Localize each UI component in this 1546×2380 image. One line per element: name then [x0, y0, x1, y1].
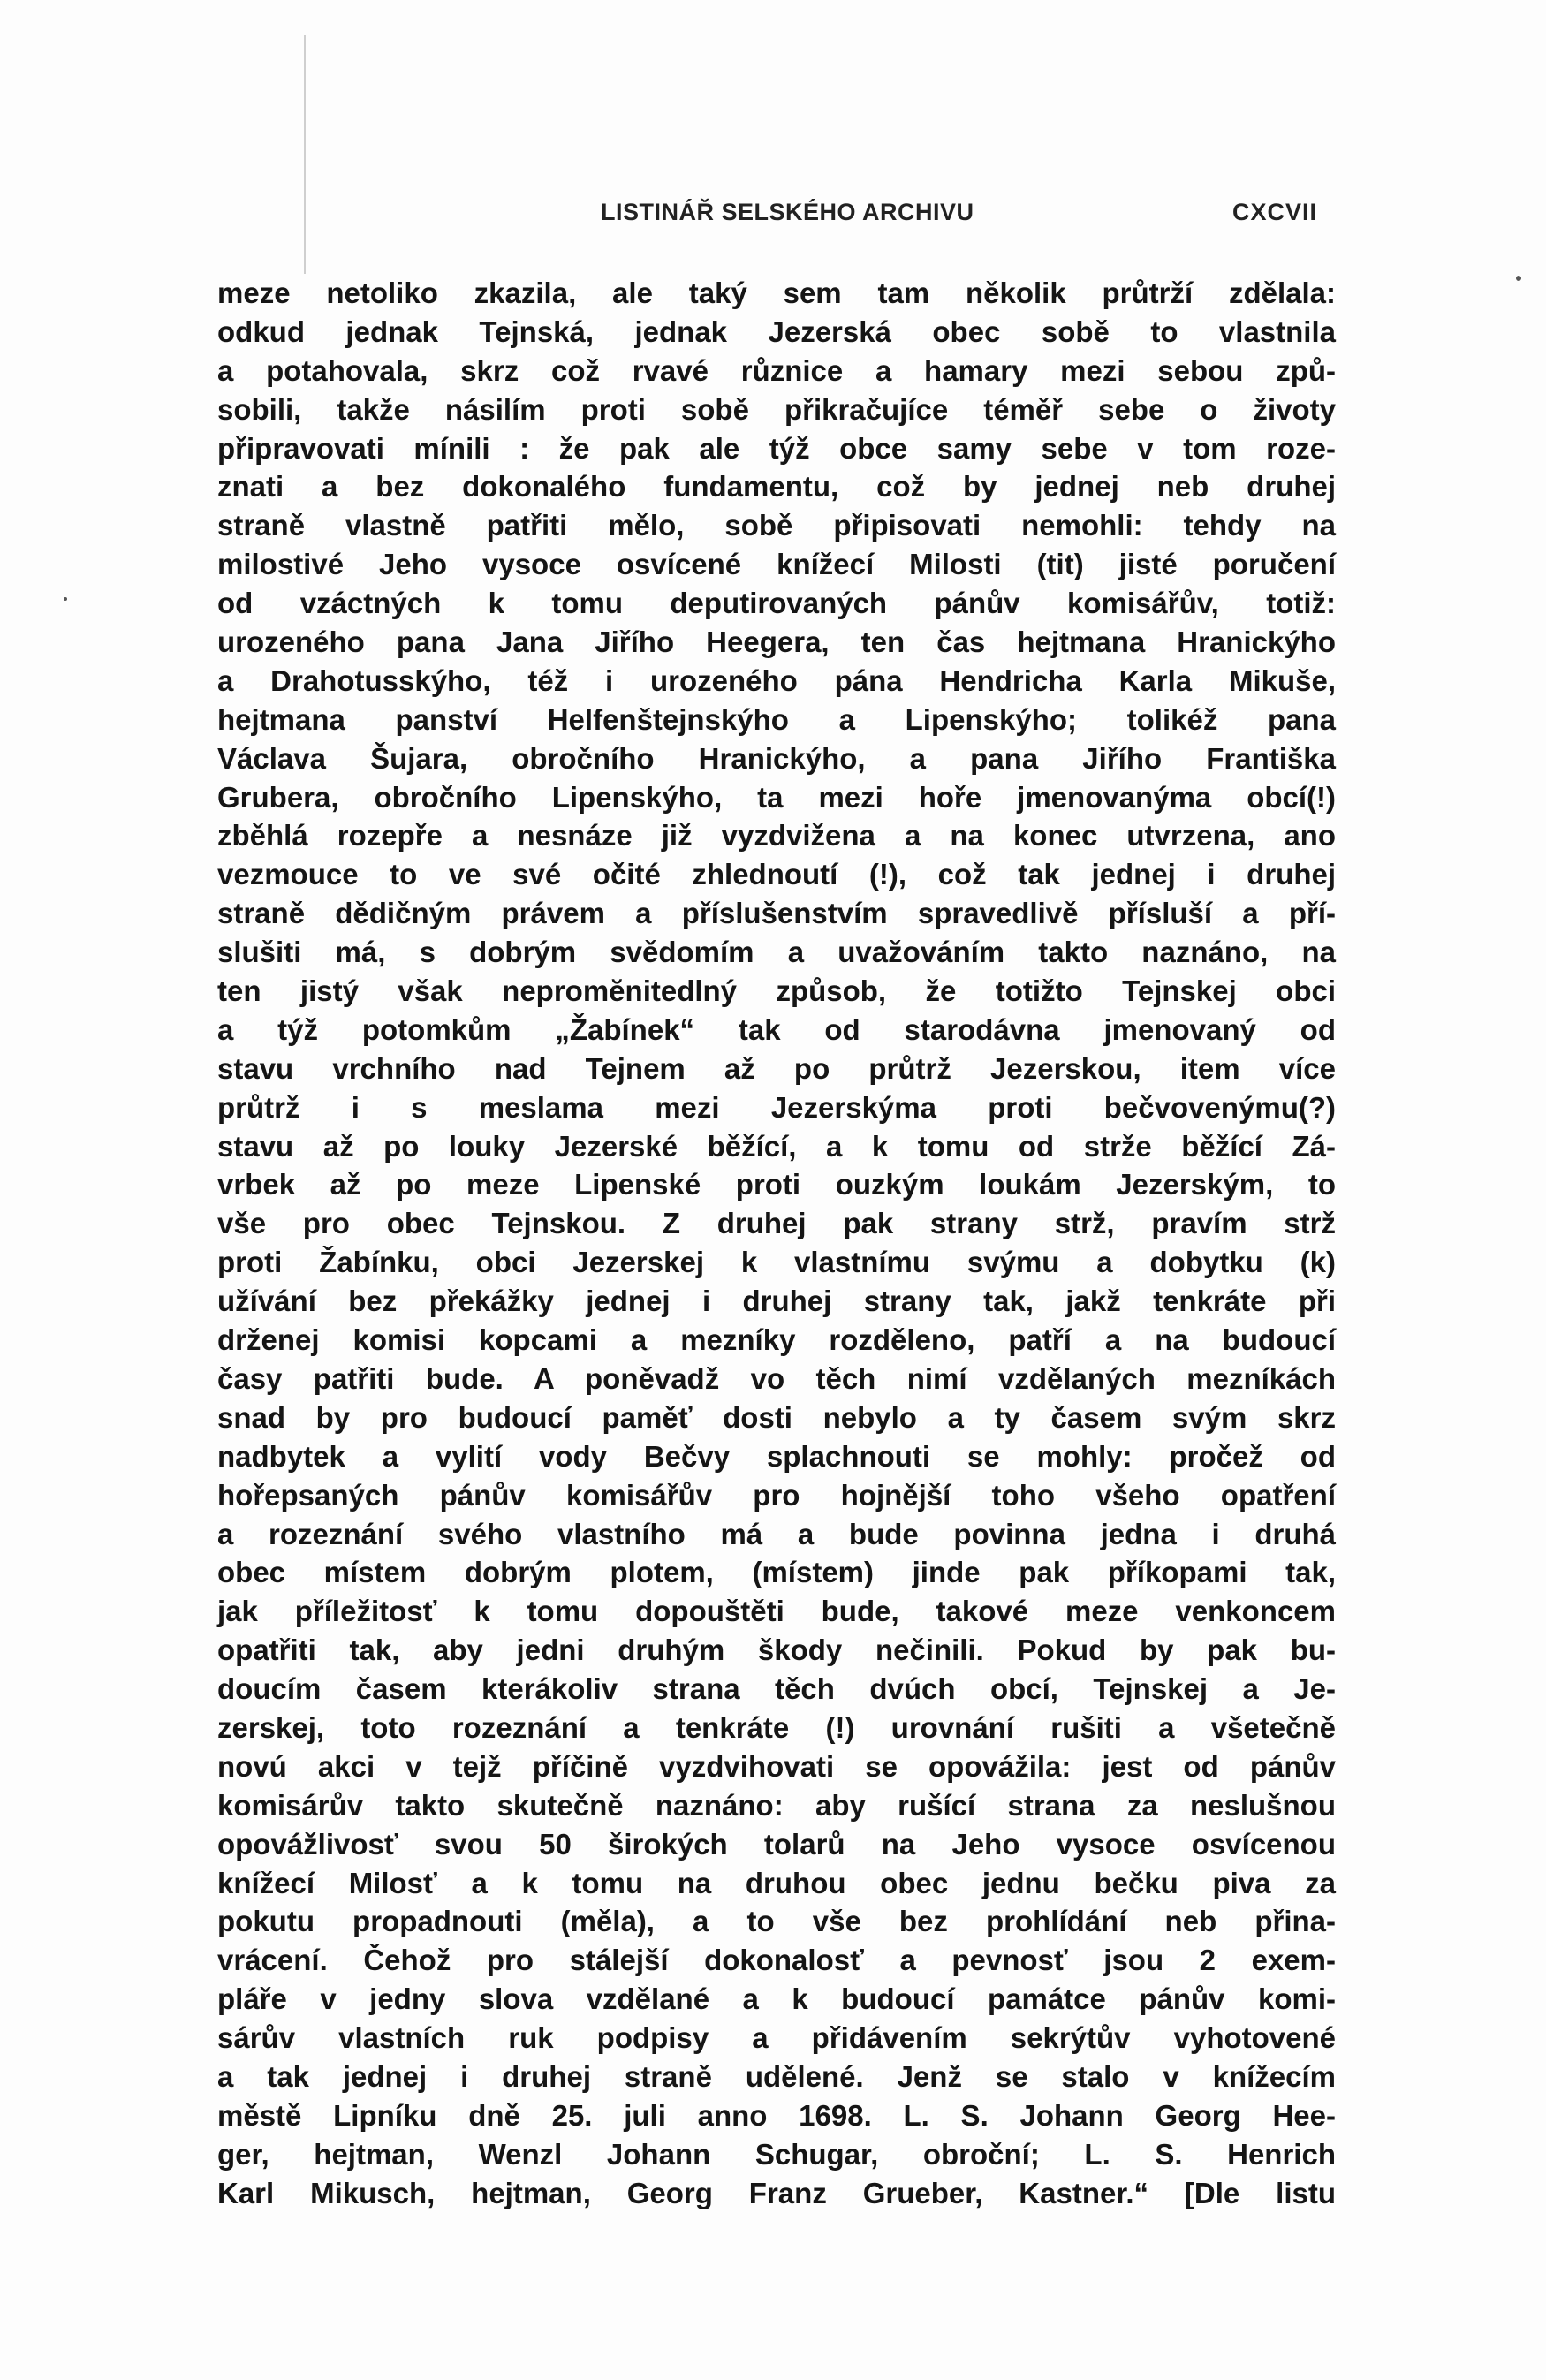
text-line: nadbytek a vylití vody Bečvy splachnouti se mohly: pročež od: [217, 1439, 1336, 1473]
text-line: znati a bez dokonalého fundamentu, což by jednej neb druhej: [217, 470, 1336, 504]
text-line: jak příležitosť k tomu dopouštěti bude, takové meze venkoncem: [217, 1595, 1336, 1628]
text-line: odkud jednak Tejnská, jednak Jezerská obec sobě to vlastnila: [217, 315, 1336, 348]
text-line: hořepsaných pánův komisářův pro hojnější toho všeho opatření: [217, 1478, 1336, 1512]
text-line: od vzáctných k tomu deputirovaných pánův komisářův, totiž:: [217, 587, 1336, 620]
text-line: vrbek až po meze Lipenské proti ouzkým loukám Jezerským, to: [217, 1168, 1336, 1201]
text-line: připravovati mínili : že pak ale týž obce samy sebe v tom roze-: [217, 431, 1336, 465]
text-line: stavu vrchního nad Tejnem až po průtrž Jezerskou, item více: [217, 1051, 1336, 1085]
text-line: urozeného pana Jana Jiřího Heegera, ten čas hejtmana Hranickýho: [217, 625, 1336, 659]
text-line: meze netoliko zkazila, ale taký sem tam několik průtrží zdělala:: [217, 277, 1336, 309]
text-line: opovážlivosť svou 50 širokých tolarů na Jeho vysoce osvícenou: [217, 1827, 1336, 1861]
text-line: opatřiti tak, aby jedni druhým škody nečinili. Pokud by pak bu-: [217, 1633, 1336, 1667]
body-text: [217, 274, 1336, 2213]
text-line: straně vlastně patřiti mělo, sobě připisovati nemohli: tehdy na: [217, 509, 1336, 542]
text-line: straně dědičným právem a příslušenstvím spravedlivě přísluší a pří-: [217, 897, 1336, 930]
text-line: městě Lipníku dně 25. juli anno 1698. L. S. Johann Georg Hee-: [217, 2098, 1336, 2132]
text-line: průtrž i s meslama mezi Jezerskýma proti bečvovenýmu(?): [217, 1090, 1336, 1124]
text-line: a potahovala, skrz což rvavé různice a hamary mezi sebou způ-: [217, 353, 1336, 387]
scan-speck: [64, 597, 67, 601]
running-title: LISTINÁŘ SELSKÉHO ARCHIVU: [601, 199, 974, 225]
text-line: snad by pro budoucí paměť dosti nebylo a ty časem svým skrz: [217, 1400, 1336, 1434]
text-line: Grubera, obročního Lipenskýho, ta mezi hoře jmenovanýma obcí(!): [217, 780, 1336, 814]
text-line: drženej komisi kopcami a mezníky rozděleno, patří a na budoucí: [217, 1323, 1336, 1357]
text-line: a rozeznání svého vlastního má a bude povinna jedna i druhá: [217, 1517, 1336, 1550]
text-line: ten jistý však nepromĕnitedlný způsob, že totižto Tejnskej obci: [217, 974, 1336, 1008]
scan-speck: [1516, 276, 1521, 281]
text-line: Václava Šujara, obročního Hranickýho, a pana Jiřího Františka: [217, 741, 1336, 775]
text-line: knížecí Milosť a k tomu na druhou obec jednu bečku piva za: [217, 1866, 1336, 1899]
text-line: a týž potomkům „Žabínek“ tak od starodávna jmenovaný od: [217, 1012, 1336, 1046]
text-line: sárův vlastních ruk podpisy a přidávením sekrýtův vyhotovené: [217, 2021, 1336, 2055]
text-line: doucím časem kterákoliv strana těch dvúch obcí, Tejnskej a Je-: [217, 1672, 1336, 1706]
text-line: pláře v jedny slova vzdělané a k budoucí památce pánův komi-: [217, 1982, 1336, 2016]
text-line: vše pro obec Tejnskou. Z druhej pak strany strž, pravím strž: [217, 1207, 1336, 1240]
text-line: sobili, takže násilím proti sobě přikračujíce téměř sebe o životy: [217, 392, 1336, 426]
text-line: zerskej, toto rozeznání a tenkráte (!) urovnání rušiti a všetečně: [217, 1710, 1336, 1744]
text-line: pokutu propadnouti (měla), a to vše bez prohlídání neb přina-: [217, 1905, 1336, 1938]
text-line: vezmouce to ve své očité zhlednoutí (!), což tak jednej i druhej: [217, 858, 1336, 891]
text-line: novú akci v tejž příčině vyzdvihovati se opovážila: jest od pánův: [217, 1749, 1336, 1783]
text-line: stavu až po louky Jezerské běžící, a k tomu od strže běžící Zá-: [217, 1129, 1336, 1163]
text-line: ger, hejtman, Wenzl Johann Schugar, obroční; L. S. Henrich: [217, 2137, 1336, 2171]
text-line: vrácení. Čehož pro stálejší dokonalosť a pevnosť jsou 2 exem-: [217, 1944, 1336, 1977]
page-number: CXCVII: [1232, 199, 1318, 225]
margin-rule: [304, 35, 306, 274]
text-line: a Drahotusskýho, též i urozeného pána Hendricha Karla Mikuše,: [217, 663, 1336, 697]
text-line: obec místem dobrým plotem, (místem) jinde pak příkopami tak,: [217, 1556, 1336, 1589]
page-header: [0, 199, 1546, 234]
text-line: a tak jednej i druhej straně udělené. Jenž se stalo v knížecím: [217, 2059, 1336, 2093]
text-line: Karl Mikusch, hejtman, Georg Franz Grueber, Kastner.“ [Dle listu: [217, 2176, 1336, 2209]
text-line: proti Žabínku, obci Jezerskej k vlastnímu svýmu a dobytku (k): [217, 1246, 1336, 1279]
text-line: časy patřiti bude. A poněvadž vo těch nimí vzdělaných mezníkách: [217, 1361, 1336, 1395]
text-line: hejtmana panství Helfenštejnskýho a Lipenskýho; tolikéž pana: [217, 702, 1336, 736]
text-line: užívání bez překážky jednej i druhej strany tak, jakž tenkráte při: [217, 1285, 1336, 1318]
text-line: slušiti má, s dobrým svědomím a uvažováním takto naznáno, na: [217, 936, 1336, 969]
text-line: komisárův takto skutečně naznáno: aby rušící strana za neslušnou: [217, 1788, 1336, 1822]
text-line: milostivé Jeho vysoce osvícené knížecí Milosti (tit) jisté poručení: [217, 548, 1336, 581]
text-line: zběhlá rozepře a nesnáze již vyzdvižena a na konec utvrzena, ano: [217, 819, 1336, 853]
